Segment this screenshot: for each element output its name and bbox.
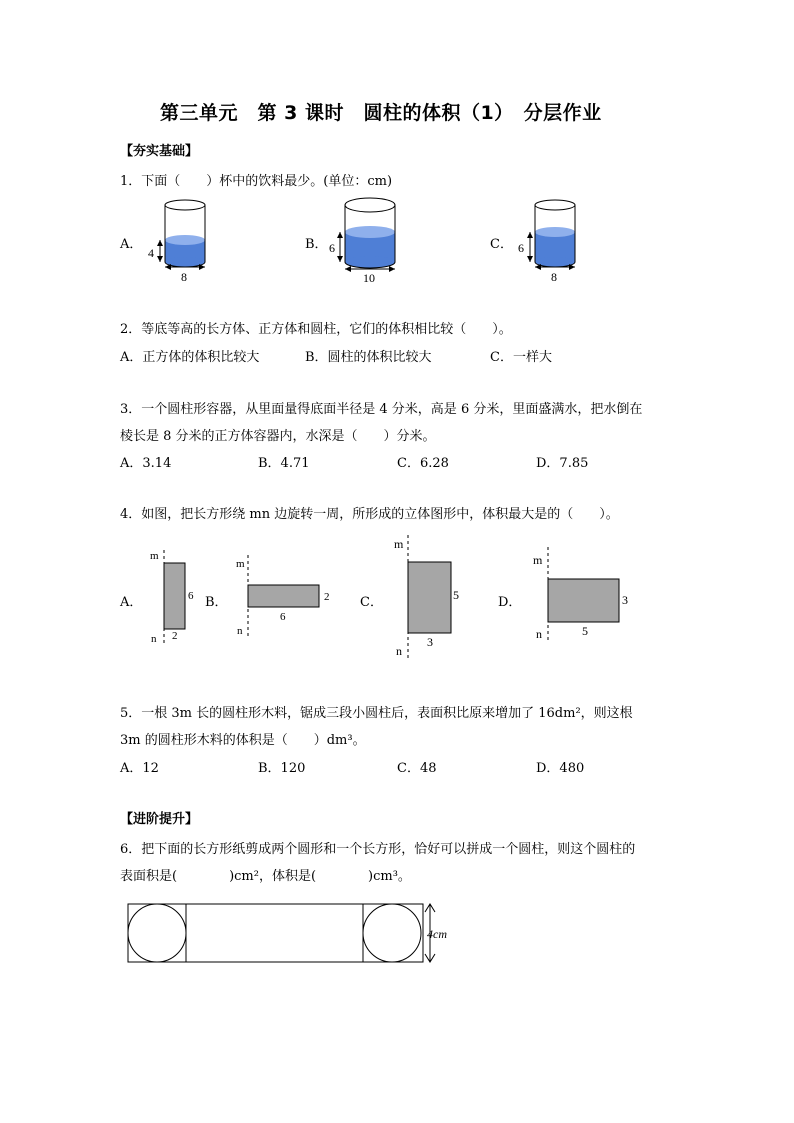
cup-c-rim (535, 200, 575, 210)
svg-text:5: 5 (582, 624, 588, 638)
cup-a-water (165, 235, 205, 267)
question-2-stem: 2．等底等高的长方体、正方体和圆柱，它们的体积相比较（ ）。 (120, 322, 512, 337)
question-5-line1: 5．一根 3m 长的圆柱形木料，锯成三段小圆柱后，表面积比原来增加了 16dm²，则这根 (120, 706, 633, 721)
question-5-line2: 3m 的圆柱形木料的体积是（ ）dm³。 (120, 733, 366, 748)
cup-a-figure (140, 195, 220, 290)
cup-c-height: 6 (518, 241, 524, 255)
circle-left (128, 904, 186, 962)
q5-option-b[interactable]: B．120 (258, 761, 306, 776)
cup-a-diameter: 8 (181, 270, 187, 284)
q5-option-a[interactable]: A．12 (120, 761, 159, 776)
q6-paper-figure (125, 900, 475, 970)
q2-option-b[interactable]: B．圆柱的体积比较大 (305, 350, 432, 365)
svg-text:3: 3 (622, 593, 628, 607)
rectangle-c (408, 562, 451, 633)
cup-c-figure (510, 195, 590, 290)
svg-text:3: 3 (427, 635, 433, 649)
question-3-line2: 棱长是 8 分米的正方体容器内，水深是（ ）分米。 (120, 429, 436, 444)
q3-option-c[interactable]: C．6.28 (397, 456, 449, 471)
svg-text:n: n (536, 627, 542, 641)
cup-b-diameter: 10 (363, 271, 375, 285)
circle-right (363, 904, 421, 962)
q1-option-b-label[interactable]: B． (305, 237, 328, 252)
rectangle-b (248, 585, 319, 607)
svg-text:m: m (236, 558, 245, 570)
q4-figure-d (530, 545, 640, 645)
question-6-line2: 表面积是( )cm²，体积是( )cm³。 (120, 869, 411, 884)
q4-figure-b (230, 550, 340, 640)
cup-a-height: 4 (148, 246, 154, 260)
svg-text:n: n (151, 633, 157, 645)
cup-b-water (345, 226, 395, 268)
svg-text:2: 2 (324, 591, 330, 603)
section-heading-advanced: 【进阶提升】 (120, 812, 199, 827)
q4-option-d-label[interactable]: D． (498, 595, 522, 610)
q3-option-a[interactable]: A．3.14 (120, 456, 172, 471)
svg-text:2: 2 (172, 630, 178, 642)
q3-option-d[interactable]: D．7.85 (536, 456, 589, 471)
svg-text:6: 6 (188, 590, 194, 602)
q5-option-d[interactable]: D．480 (536, 761, 585, 776)
page-title: 第三单元 第 3 课时 圆柱的体积（1） 分层作业 (160, 102, 602, 124)
question-6-line1: 6．把下面的长方形纸剪成两个圆形和一个长方形，恰好可以拼成一个圆柱，则这个圆柱的 (120, 842, 636, 857)
q1-option-a-label[interactable]: A． (120, 237, 143, 252)
q2-option-a[interactable]: A．正方体的体积比较大 (120, 350, 260, 365)
rectangle-d (548, 579, 619, 622)
q3-option-b[interactable]: B．4.71 (258, 456, 310, 471)
q4-option-a-label[interactable]: A． (120, 595, 143, 610)
cup-a-rim (165, 200, 205, 210)
question-4-stem: 4．如图，把长方形绕 mn 边旋转一周，所形成的立体图形中，体积最大是的（ ）。 (120, 507, 619, 522)
svg-text:m: m (533, 553, 543, 567)
question-1-stem: 1．下面（ ）杯中的饮料最少。(单位：cm) (120, 174, 393, 189)
svg-text:5: 5 (453, 588, 459, 602)
svg-text:n: n (237, 625, 243, 637)
cup-b-figure (325, 195, 415, 290)
svg-text:m: m (394, 537, 404, 551)
paper-rectangle (128, 904, 423, 962)
question-3-line1: 3．一个圆柱形容器，从里面量得底面半径是 4 分米，高是 6 分米，里面盛满水，把水倒在 (120, 402, 643, 417)
svg-text:6: 6 (280, 611, 286, 623)
rectangle-a (164, 563, 185, 629)
q2-option-c[interactable]: C．一样大 (490, 350, 552, 365)
cup-c-water (535, 227, 575, 267)
cup-c-diameter: 8 (551, 270, 557, 284)
dimension-4cm: 4cm (427, 927, 447, 941)
q4-option-c-label[interactable]: C． (360, 595, 383, 610)
q4-figure-c (390, 535, 470, 660)
q4-figure-a (140, 545, 210, 650)
q5-option-c[interactable]: C．48 (397, 761, 437, 776)
q4-option-b-label[interactable]: B． (205, 595, 228, 610)
svg-text:m: m (150, 550, 159, 562)
cup-b-rim (345, 198, 395, 212)
svg-text:n: n (396, 644, 402, 658)
q1-option-c-label[interactable]: C． (490, 237, 513, 252)
cup-b-height: 6 (329, 241, 335, 255)
section-heading-basic: 【夯实基础】 (120, 144, 199, 159)
